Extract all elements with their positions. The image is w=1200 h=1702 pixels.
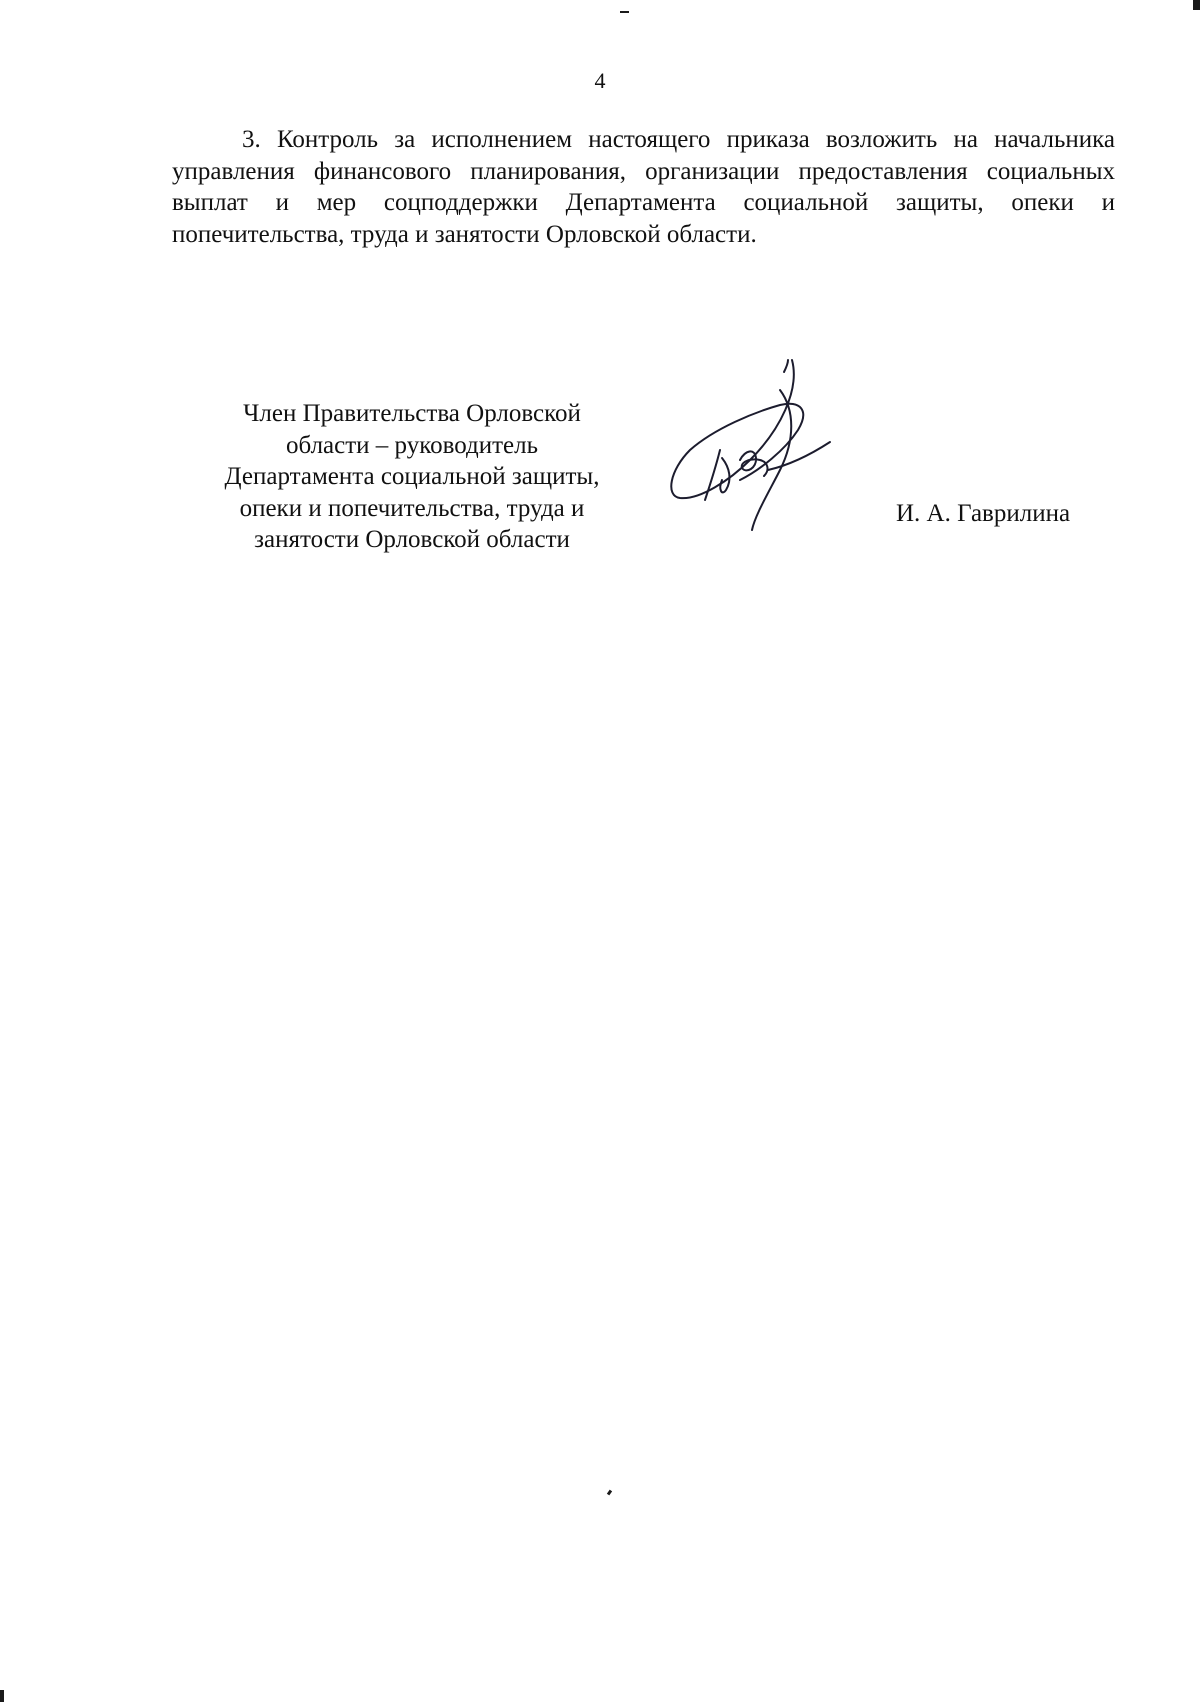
scan-edge-mark-bottom-left (0, 1690, 4, 1702)
scan-edge-mark-top-right (1193, 0, 1200, 10)
signatory-title-line: занятости Орловской области (254, 526, 570, 553)
signatory-title-line: Член Правительства Орловской (243, 400, 581, 427)
signatory-title-line: опеки и попечительства, труда и (239, 494, 585, 522)
signatory-title (172, 398, 652, 556)
scan-speck-top (620, 11, 629, 13)
scan-speck-bottom (607, 1490, 612, 1496)
handwritten-signature (660, 350, 860, 550)
signatory-name: И. А. Гаврилина (896, 500, 1071, 527)
signatory-title-line: области – руководитель (285, 431, 539, 459)
body-paragraph: 3. Контроль за исполнением настоящего приказа возложить на начальника управления финансового планирования, организации предоставления социальных выплат и мер соцподдержки Департамента социальной защиты, опеки и попечительства, труда и занятости Орловской области. (172, 126, 1115, 248)
signatory-title-line: Департамента социальной защиты, (224, 463, 600, 490)
page-number: 4 (594, 68, 606, 93)
